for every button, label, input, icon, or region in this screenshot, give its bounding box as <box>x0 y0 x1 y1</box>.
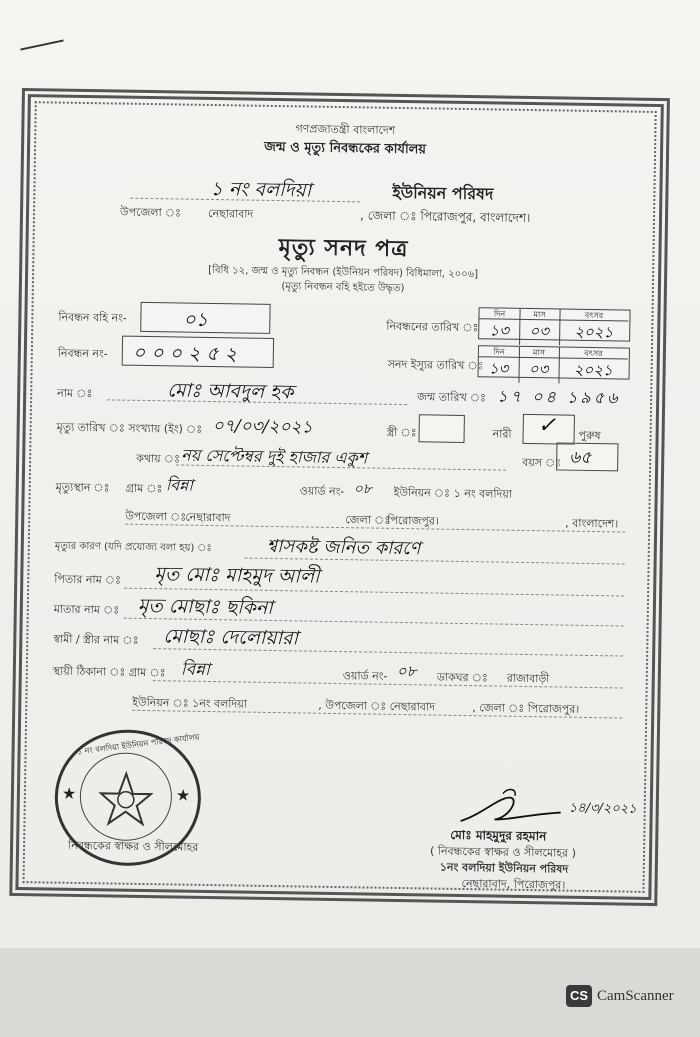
signer-office: ১নং বলদিয়া ইউনিয়ন পরিষদ <box>439 860 569 876</box>
header-country: গণপ্রজাতন্ত্রী বাংলাদেশ <box>295 122 396 137</box>
reg-date-box <box>478 307 630 341</box>
perm-ward-label: ওয়ার্ড নং- <box>342 669 388 683</box>
reg-date-month-header: মাস <box>519 309 560 321</box>
country-label: , বাংলাদেশ। <box>565 516 619 531</box>
name-value: মোঃ আবদুল হক <box>167 379 294 404</box>
male-check-mark: ✓ <box>537 413 557 439</box>
reg-no-box <box>122 336 274 368</box>
issue-date-year-header: বৎসর <box>559 347 628 359</box>
village-value: বিন্না <box>165 475 194 495</box>
seal-text: ১ নং বলদিয়া ইউনিয়ন পরিষদ কার্যালয় <box>76 732 200 757</box>
spouse-label: স্বামী / স্ত্রীর নাম ঃ <box>53 632 139 647</box>
signature-icon <box>450 785 571 833</box>
in-words-value: নয় সেপ্টেম্বর দুই হাজার একুশ <box>181 445 368 468</box>
register-note: (মৃত্যু নিবন্ধন বহি হইতে উদ্ধৃত) <box>281 281 405 295</box>
issue-date-month: ০৩ <box>518 358 559 384</box>
reg-date-day-header: দিন <box>479 308 520 320</box>
reg-date-year-header: বৎসর <box>559 309 628 321</box>
perm-ward-value: ০৮ <box>396 661 417 681</box>
ward-value: ০৮ <box>353 481 373 498</box>
reg-no-label: নিবন্ধন নং- <box>57 346 108 361</box>
seal-emblem-icon <box>80 753 171 840</box>
village-label: গ্রাম ঃ <box>125 481 163 496</box>
death-date-label: মৃত্যু তারিখ ঃ সংখ্যায় (ইং) ঃ <box>56 420 203 436</box>
district2-label: জেলা ঃ <box>345 513 391 527</box>
in-words-label: কথায় ঃ <box>136 451 180 466</box>
reg-date-year: ২০২১ <box>574 322 614 342</box>
book-no-value: ০১ <box>183 308 209 331</box>
upazila-label: উপজেলা ঃ <box>119 205 182 220</box>
signer-name: মোঃ মাহমুদুর রহমান <box>450 827 547 844</box>
age-label: বয়স ঃ <box>522 455 562 470</box>
name-label: নাম ঃ <box>57 386 93 401</box>
rule-reference: [বিধি ১২, জন্ম ও মৃত্যু নিবন্ধন (ইউনিয়ন পরিষদ) বিধিমালা, ২০০৬] <box>208 264 479 281</box>
pen-mark <box>20 39 63 50</box>
signature-date: ১৪/৩/২০২১ <box>568 800 637 817</box>
spouse-value: মোছাঃ দেলোয়ারা <box>163 625 299 650</box>
signer-place: নেছারাবাদ, পিরোজপুর। <box>461 877 566 892</box>
union-label: ইউনিয়ন ঃ <box>393 485 451 500</box>
female-checkbox <box>418 414 464 443</box>
mother-value: মৃত মোছাঃ ছকিনা <box>137 594 273 620</box>
post-label: ডাকঘর ঃ <box>436 670 488 685</box>
reg-date-day: ১৩ <box>479 319 520 345</box>
camscanner-text: CamScanner <box>597 988 674 1004</box>
perm-union: ইউনিয়ন ঃ ১নং বলদিয়া <box>132 695 248 711</box>
perm-district: , জেলা ঃ পিরোজপুর। <box>472 701 580 716</box>
age-box <box>556 442 618 471</box>
male-checkbox <box>522 414 574 445</box>
reg-no-value: ০০০২৫২ <box>132 341 244 366</box>
district-country: , জেলা ঃ পিরোজপুর, বাংলাদেশ। <box>359 208 531 225</box>
death-certificate <box>9 88 670 906</box>
seal-star-right-icon: ★ <box>175 785 191 805</box>
issue-date-day: ১৩ <box>478 357 519 383</box>
left-sign-label: নিবন্ধকের স্বাক্ষর ও সীলমোহর <box>68 838 199 854</box>
upazila2-value: নেছারাবাদ <box>185 510 231 525</box>
nari-label: নারী <box>492 427 512 441</box>
age-value: ৬৫ <box>569 447 592 468</box>
book-no-box <box>140 302 270 334</box>
issue-date-label: সনদ ইস্যুর তারিখ ঃ <box>387 357 484 373</box>
death-place-label: মৃত্যুস্থান ঃ <box>55 480 110 495</box>
mother-label: মাতার নাম ঃ <box>53 602 120 617</box>
reg-date-label: নিবন্ধনের তারিখ ঃ <box>386 319 479 335</box>
seal-emblem <box>79 752 172 841</box>
certificate-title: মৃত্যু সনদ পত্র <box>278 235 409 263</box>
union-parishad: ইউনিয়ন পরিষদ <box>392 182 494 204</box>
female-label: স্ত্রী ঃ <box>386 425 417 440</box>
upazila-value: নেছারাবাদ <box>207 206 254 221</box>
district2-value: পিরোজপুর। <box>387 513 439 528</box>
dob-value: ১৭ ০৪ ১৯৫৬ <box>497 386 621 408</box>
perm-upazila: , উপজেলা ঃ নেছারাবাদ <box>318 698 436 714</box>
father-value: মৃত মোঃ মাহমুদ আলী <box>154 563 320 588</box>
book-no-label: নিবন্ধন বহি নং- <box>58 310 127 325</box>
header-office: জন্ম ও মৃত্যু নিবন্ধকের কার্যালয় <box>264 139 427 158</box>
ward-label: ওয়ার্ড নং- <box>299 484 345 499</box>
upazila2-label: উপজেলা ঃ <box>125 509 187 524</box>
dob-label: জন্ম তারিখ ঃ <box>417 390 487 405</box>
issue-date-box <box>478 345 630 379</box>
issue-date-day-header: দিন <box>479 346 520 358</box>
perm-village-value: বিন্না <box>180 659 211 681</box>
issue-date-year: ২০২১ <box>573 360 613 380</box>
union-name: ১ নং বলদিয়া <box>210 177 312 202</box>
cause-value: শ্বাসকষ্ট জনিত কারণে <box>266 535 421 560</box>
camscanner-logo: CS <box>566 985 592 1007</box>
signer-title: ( নিবন্ধকের স্বাক্ষর ও সীলমোহর ) <box>429 844 577 860</box>
issue-date-month-header: মাস <box>519 347 560 359</box>
post-value: রাজাবাড়ী <box>506 671 550 686</box>
reg-date-month: ০৩ <box>519 320 560 346</box>
cause-label: মৃত্যুর কারণ (যদি প্রযোজ্য বলা হয়) ঃ <box>54 540 212 555</box>
seal-star-left-icon: ★ <box>61 783 77 803</box>
father-label: পিতার নাম ঃ <box>54 572 122 587</box>
death-date-value: ০৭/০৩/২০২১ <box>212 416 313 438</box>
purush-label: পুরুষ <box>578 428 601 443</box>
union-value: ১ নং বলদিয়া <box>453 486 513 501</box>
perm-address-label: স্থায়ী ঠিকানা ঃ গ্রাম ঃ <box>52 664 166 680</box>
